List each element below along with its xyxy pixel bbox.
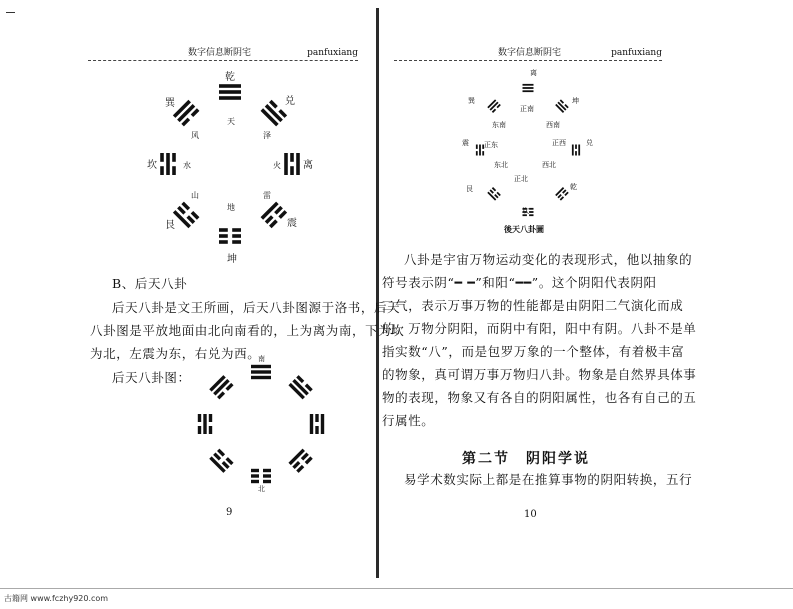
- right-page: [380, 0, 793, 590]
- dir-label-se: 东南: [492, 121, 506, 129]
- trigram-glyph-5: [251, 469, 271, 483]
- trigram-glyph-2: [261, 100, 288, 127]
- trigram-glyph-6: [209, 449, 233, 473]
- para-line-3: 为北，左震为东，右兑为西。: [90, 346, 261, 361]
- tri-label-zhen: 震: [462, 139, 469, 147]
- header-author: panfuxiang: [611, 48, 662, 58]
- direction-north: 北: [258, 485, 265, 493]
- inner-label-6: 山: [191, 191, 199, 200]
- diagram2-caption: 后天八卦图：: [112, 370, 191, 385]
- diagram-caption: 後天八卦圖: [504, 224, 544, 234]
- inner-label-2: 泽: [263, 131, 271, 140]
- trigram-glyph-4: [288, 449, 312, 473]
- para-line-1: 八卦是宇宙万物运动变化的表现形式，他以抽象的: [404, 252, 693, 267]
- trigram-label-bottom: 坤: [227, 254, 237, 265]
- trigram-glyph-4: [555, 187, 569, 201]
- para-line-6: 的物象，真可谓万事万物归八卦。物象是自然界具体事: [382, 367, 697, 382]
- inner-label-8: 风: [191, 131, 199, 140]
- inner-label-1: 天: [227, 117, 235, 126]
- para-line-7: 物的表现，物象又有各自的阴阳属性，也各有自己的五: [382, 390, 697, 405]
- trigram-glyph-6: [173, 202, 200, 229]
- trigram-glyph-1: [251, 365, 271, 379]
- tri-label-qian: 乾: [570, 183, 577, 191]
- trigram-label-left-top: 巽: [165, 98, 175, 109]
- dir-label-n: 正北: [514, 175, 528, 183]
- right-page-header: [394, 46, 662, 61]
- trigram-label-right-bottom: 震: [287, 218, 297, 229]
- houtian-bagua-direction-diagram: [462, 66, 592, 236]
- trigram-label-left: 坎: [147, 160, 157, 171]
- tri-label-xun: 巽: [468, 97, 475, 105]
- trigram-glyph-3: [284, 153, 300, 175]
- para-line-2: 符号表示阴“━ ━”和阳“━━”。这个阴阳代表阴阳: [382, 275, 657, 290]
- trigram-glyph-7: [476, 145, 484, 156]
- section-title: B、后天八卦: [112, 276, 188, 291]
- trigram-label-top: 乾: [225, 72, 235, 83]
- trigram-label-right-top: 兑: [285, 96, 295, 107]
- trigram-glyph-8: [487, 99, 501, 113]
- header-title: 数字信息断阴宅: [498, 48, 562, 58]
- trigram-glyph-7: [160, 153, 176, 175]
- para-line-3: 二气，表示万事万物的性能都是由阴阳二气演化而成: [382, 298, 684, 313]
- trigram-glyph-8: [173, 100, 200, 127]
- inner-label-5: 地: [227, 203, 235, 212]
- header-title: 数字信息断阴宅: [188, 48, 252, 58]
- dir-label-e: 正东: [484, 141, 498, 149]
- page-number-right: 10: [524, 509, 537, 520]
- inner-label-3: 火: [273, 161, 281, 170]
- footer-bar: [0, 588, 793, 609]
- direction-south: 南: [258, 355, 265, 363]
- trigram-glyph-3: [310, 414, 324, 434]
- inner-label-7: 水: [183, 161, 191, 170]
- trigram-glyph-2: [288, 375, 312, 399]
- section-heading: 第二节 阴阳学说: [462, 451, 590, 467]
- dir-label-s: 正南: [520, 105, 534, 113]
- dir-label-w: 正西: [552, 139, 566, 147]
- trigram-glyph-6: [487, 187, 501, 201]
- tri-label-li: 离: [530, 69, 537, 77]
- inner-label-4: 雷: [263, 191, 271, 200]
- book-spine: [376, 8, 379, 578]
- footer-watermark: 古籍网 www.fczhy920.com: [4, 594, 109, 603]
- tri-label-kun: 坤: [572, 97, 579, 105]
- trigram-glyph-5: [219, 228, 241, 244]
- trigram-glyph-1: [219, 84, 241, 100]
- para-line-1: 后天八卦是文王所画，后天八卦图源于洛书，后天: [112, 300, 401, 315]
- trigram-glyph-7: [198, 414, 212, 434]
- trigram-glyph-2: [555, 99, 569, 113]
- dir-label-sw: 西南: [546, 121, 560, 129]
- para-line-8: 行属性。: [382, 413, 435, 428]
- tri-label-kan: 坎: [522, 207, 529, 215]
- para-line-4: 的。万物分阴阳，而阴中有阳，阳中有阴。八卦不是单: [382, 321, 697, 336]
- tri-label-dui: 兑: [586, 139, 593, 147]
- para-line-5: 指实数“八”，而是包罗万象的一个整体，有着极丰富: [382, 344, 685, 359]
- trigram-label-left-bottom: 艮: [165, 220, 175, 231]
- para-last-line: 易学术数实际上都是在推算事物的阴阳转换，五行: [404, 472, 693, 487]
- xiantian-bagua-diagram: [145, 64, 315, 264]
- tri-label-gen: 艮: [466, 185, 473, 193]
- page-number-left: 9: [226, 507, 233, 518]
- header-author: panfuxiang: [307, 48, 358, 58]
- dir-label-ne: 东北: [494, 161, 508, 169]
- dir-label-nw: 西北: [542, 161, 556, 169]
- trigram-glyph-4: [261, 202, 288, 229]
- houtian-bagua-diagram: [186, 354, 336, 494]
- trigram-glyph-3: [572, 145, 580, 156]
- trigram-glyph-1: [523, 84, 534, 92]
- para-line-2: 八卦图是平放地面由北向南看的，上为离为南，下为坎: [90, 323, 405, 338]
- trigram-label-right: 离: [303, 160, 313, 171]
- left-page: [0, 0, 405, 590]
- trigram-glyph-8: [209, 375, 233, 399]
- left-page-header: [88, 46, 358, 61]
